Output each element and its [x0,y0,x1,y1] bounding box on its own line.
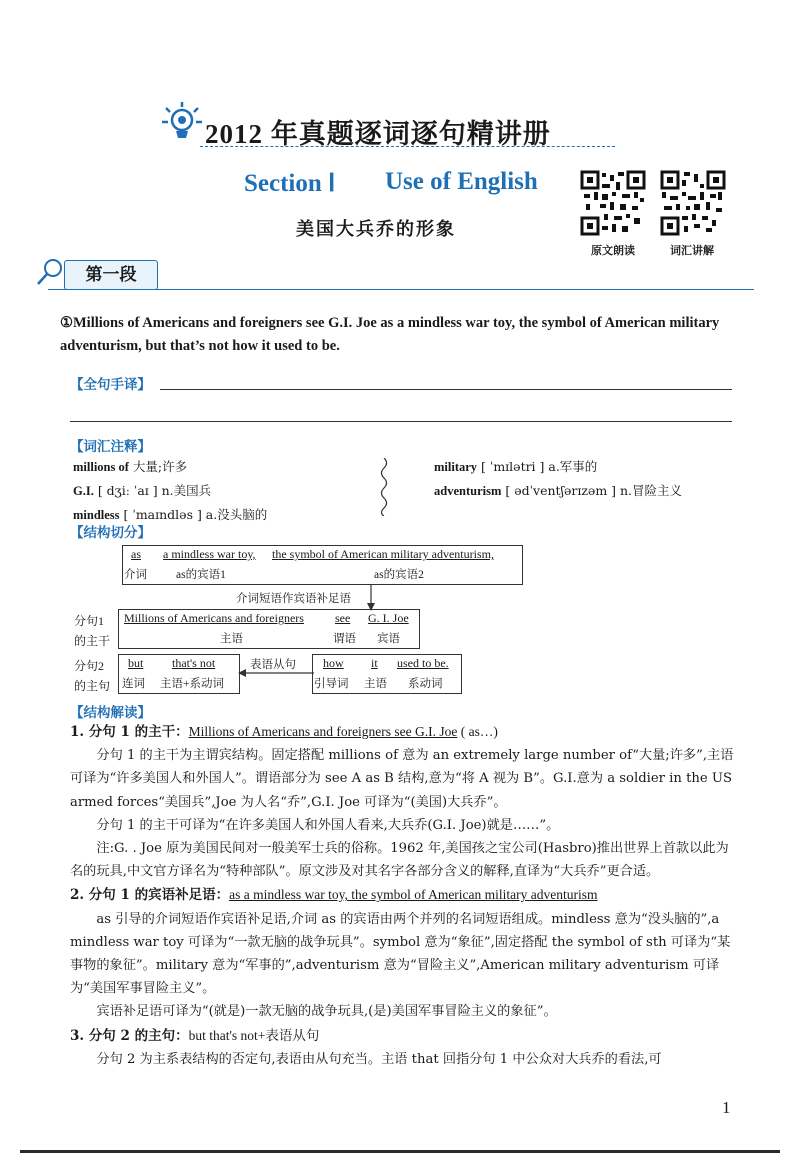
c2-it [371,656,378,671]
c1-verb-tag: 谓语 [333,633,356,645]
vocab-word: millions of [73,460,129,474]
diag-as [131,547,141,562]
c1-verb [335,611,350,626]
c2-thats-text: that's not [172,656,216,670]
h1-suffix: ( as…) [457,724,498,739]
clause1-label-a: 分句1 [74,614,105,628]
vocab-item [434,479,682,503]
c1-verb-text: see [335,611,351,625]
c2-thats [172,656,215,671]
h1-main: Millions of Americans and foreigners see G.I. Joe [188,724,458,739]
vocab-def: [ ədˈventʃərɪzəm ] n.冒险主义 [505,483,683,498]
analysis-paragraph-2: 分句 1 的主干可译为“在许多美国人和外国人看来,大兵乔(G.I. Joe)就是……”。 [96,817,560,833]
diag-phrase1 [163,547,256,562]
h3-prefix: 3. 分句 2 的主句： [70,1027,189,1044]
diag-complement-note: 介词短语作宾语补足语 [236,593,351,605]
lightbulb-icon [158,98,208,144]
c1-object-text: G. I. Joe [368,611,409,625]
c2-how-text: how [323,656,344,670]
c2-how [323,656,344,671]
vocab-column-divider [378,458,390,516]
qr-code-vocabulary[interactable] [660,170,726,236]
left-arrow-icon [238,667,314,679]
structure-label: 【结构切分】 [70,525,151,541]
c2-subj-tag: 主语+系动词 [160,678,224,690]
analysis-paragraph-5: 宾语补足语可译为“(就是)一款无脑的战争玩具,(是)美国军事冒险主义的象征”。 [96,1004,557,1020]
diag-prep-tag: 介词 [124,569,147,581]
h2-main: as a mindless war toy, the symbol of American military adventurism [229,887,598,903]
diag-phrase1-text: a mindless war toy, [163,547,256,561]
translation-line-2[interactable] [70,421,732,422]
analysis-paragraph-1: 分句 1 的主干为主谓宾结构。固定搭配 millions of 意为 an extremely large number of“大量;许多”,主语可译为“许多美国人和外国人”。谓语部分为 see A as B 结构,意为“将 A 视为 B”。G.I.意为 a soldier in the US armed forces“美国兵”,Joe 为人名“乔”,G.I. Joe 可译为“(美国)大兵乔”。 [70,748,734,810]
analysis-paragraph-4: as 引导的介词短语作宾语补足语,介词 as 的宾语由两个并列的名词短语组成。mindless 意为“没头脑的”,a mindless war toy 可译为“一款无脑的战争玩具”。symbol 意为“象征”,固定搭配 the symbol of sth 可译为“某事物的象征”。military 意为“军事的”,adventurism 意为“冒险主义”,American military adventurism 可译为“美国军事冒险主义”。 [70,911,731,997]
paragraph-divider [48,289,754,290]
h1-prefix: 1. 分句 1 的主干： [70,724,189,740]
c2-but-text: but [128,656,144,670]
c1-subject [124,611,304,626]
vocab-word: adventurism [434,484,502,498]
c2-it-tag: 主语 [364,678,387,690]
analysis-body [70,720,735,1071]
vocab-list-left [73,455,267,527]
page-title: 2012 年真题逐词逐句精讲册 [205,119,551,149]
diag-phrase2-text: the symbol of American military adventurism, [272,547,494,561]
source-sentence: ①Millions of Americans and foreigners see G.I. Joe as a mindless war toy, the symbol of American military adventurism, but that’s not how it used to be. [60,315,720,354]
analysis-heading-3 [70,1024,735,1048]
page-number: 1 [722,1098,731,1117]
vocab-word: mindless [73,508,120,522]
c1-object [368,611,409,626]
diag-obj1-tag: as的宾语1 [176,569,226,581]
diag-predicative-note: 表语从句 [250,659,296,671]
c2-verb-tag: 系动词 [408,678,443,690]
c2-it-text: it [371,656,378,670]
full-translation-label: 【全句手译】 [70,377,151,393]
c2-conj-tag: 连词 [122,678,145,690]
diag-as-text: as [131,547,141,561]
c2-but [128,656,143,671]
vocab-item [73,455,267,479]
clause1-label-b: 的主干 [74,634,111,648]
analysis-paragraph-6: 分句 2 为主系表结构的否定句,表语由从句充当。主语 that 回指分句 1 中公众对大兵乔的看法,可 [96,1051,662,1067]
c1-subject-text: Millions of Americans and foreigners [124,611,304,625]
vocab-list-right [434,455,682,503]
magnifier-icon [34,256,66,288]
vocab-item [434,455,682,479]
vocab-def: [ ˈmɪlətri ] a.军事的 [481,459,598,474]
analysis-heading-1 [70,720,735,744]
c1-object-tag: 宾语 [377,633,400,645]
c2-guide-tag: 引导词 [314,678,349,690]
c2-used-text: used to be. [397,656,449,670]
vocab-def: [ dʒiː ˈaɪ ] n.美国兵 [97,483,212,498]
paragraph-tab: 第一段 [64,260,158,290]
vocab-word: G.I. [73,484,94,498]
analysis-note: 注:G. . Joe 原为美国民间对一般美军士兵的俗称。1962 年,美国孩之宝公司(Hasbro)推出世界上首款以此为名的玩具,中文官方译名为“特种部队”。原文涉及对其名字各部分含义的解释,直译为“大兵乔”更合适。 [70,841,729,880]
title-divider [200,146,615,147]
diag-phrase2 [272,547,494,562]
vocab-item [73,479,267,503]
analysis-label: 【结构解读】 [70,705,151,721]
h2-prefix: 2. 分句 1 的宾语补足语： [70,887,230,904]
c2-used [397,656,449,671]
qr-label-vocabulary: 词汇讲解 [670,244,714,257]
down-arrow-icon [365,584,377,612]
translation-line-1[interactable] [160,389,732,390]
vocab-def: [ ˈmaɪndləs ] a.没头脑的 [123,507,268,522]
vocab-word: military [434,460,478,474]
clause2-label-b: 的主句 [74,679,111,693]
c1-subject-tag: 主语 [220,633,243,645]
section-name: Use of English [385,168,538,195]
vocab-label: 【词汇注释】 [70,439,151,455]
passage-subtitle: 美国大兵乔的形象 [296,219,456,240]
h3-main: but that's not+表语从句 [188,1027,320,1043]
clause2-label-a: 分句2 [74,659,105,673]
qr-code-reading[interactable] [580,170,646,236]
section-number: Section Ⅰ [244,170,336,197]
qr-label-reading: 原文朗读 [591,244,635,257]
vocab-def: 大量;许多 [132,459,188,474]
bottom-rule [20,1150,780,1153]
analysis-heading-2 [70,883,735,907]
diag-obj2-tag: as的宾语2 [374,569,424,581]
